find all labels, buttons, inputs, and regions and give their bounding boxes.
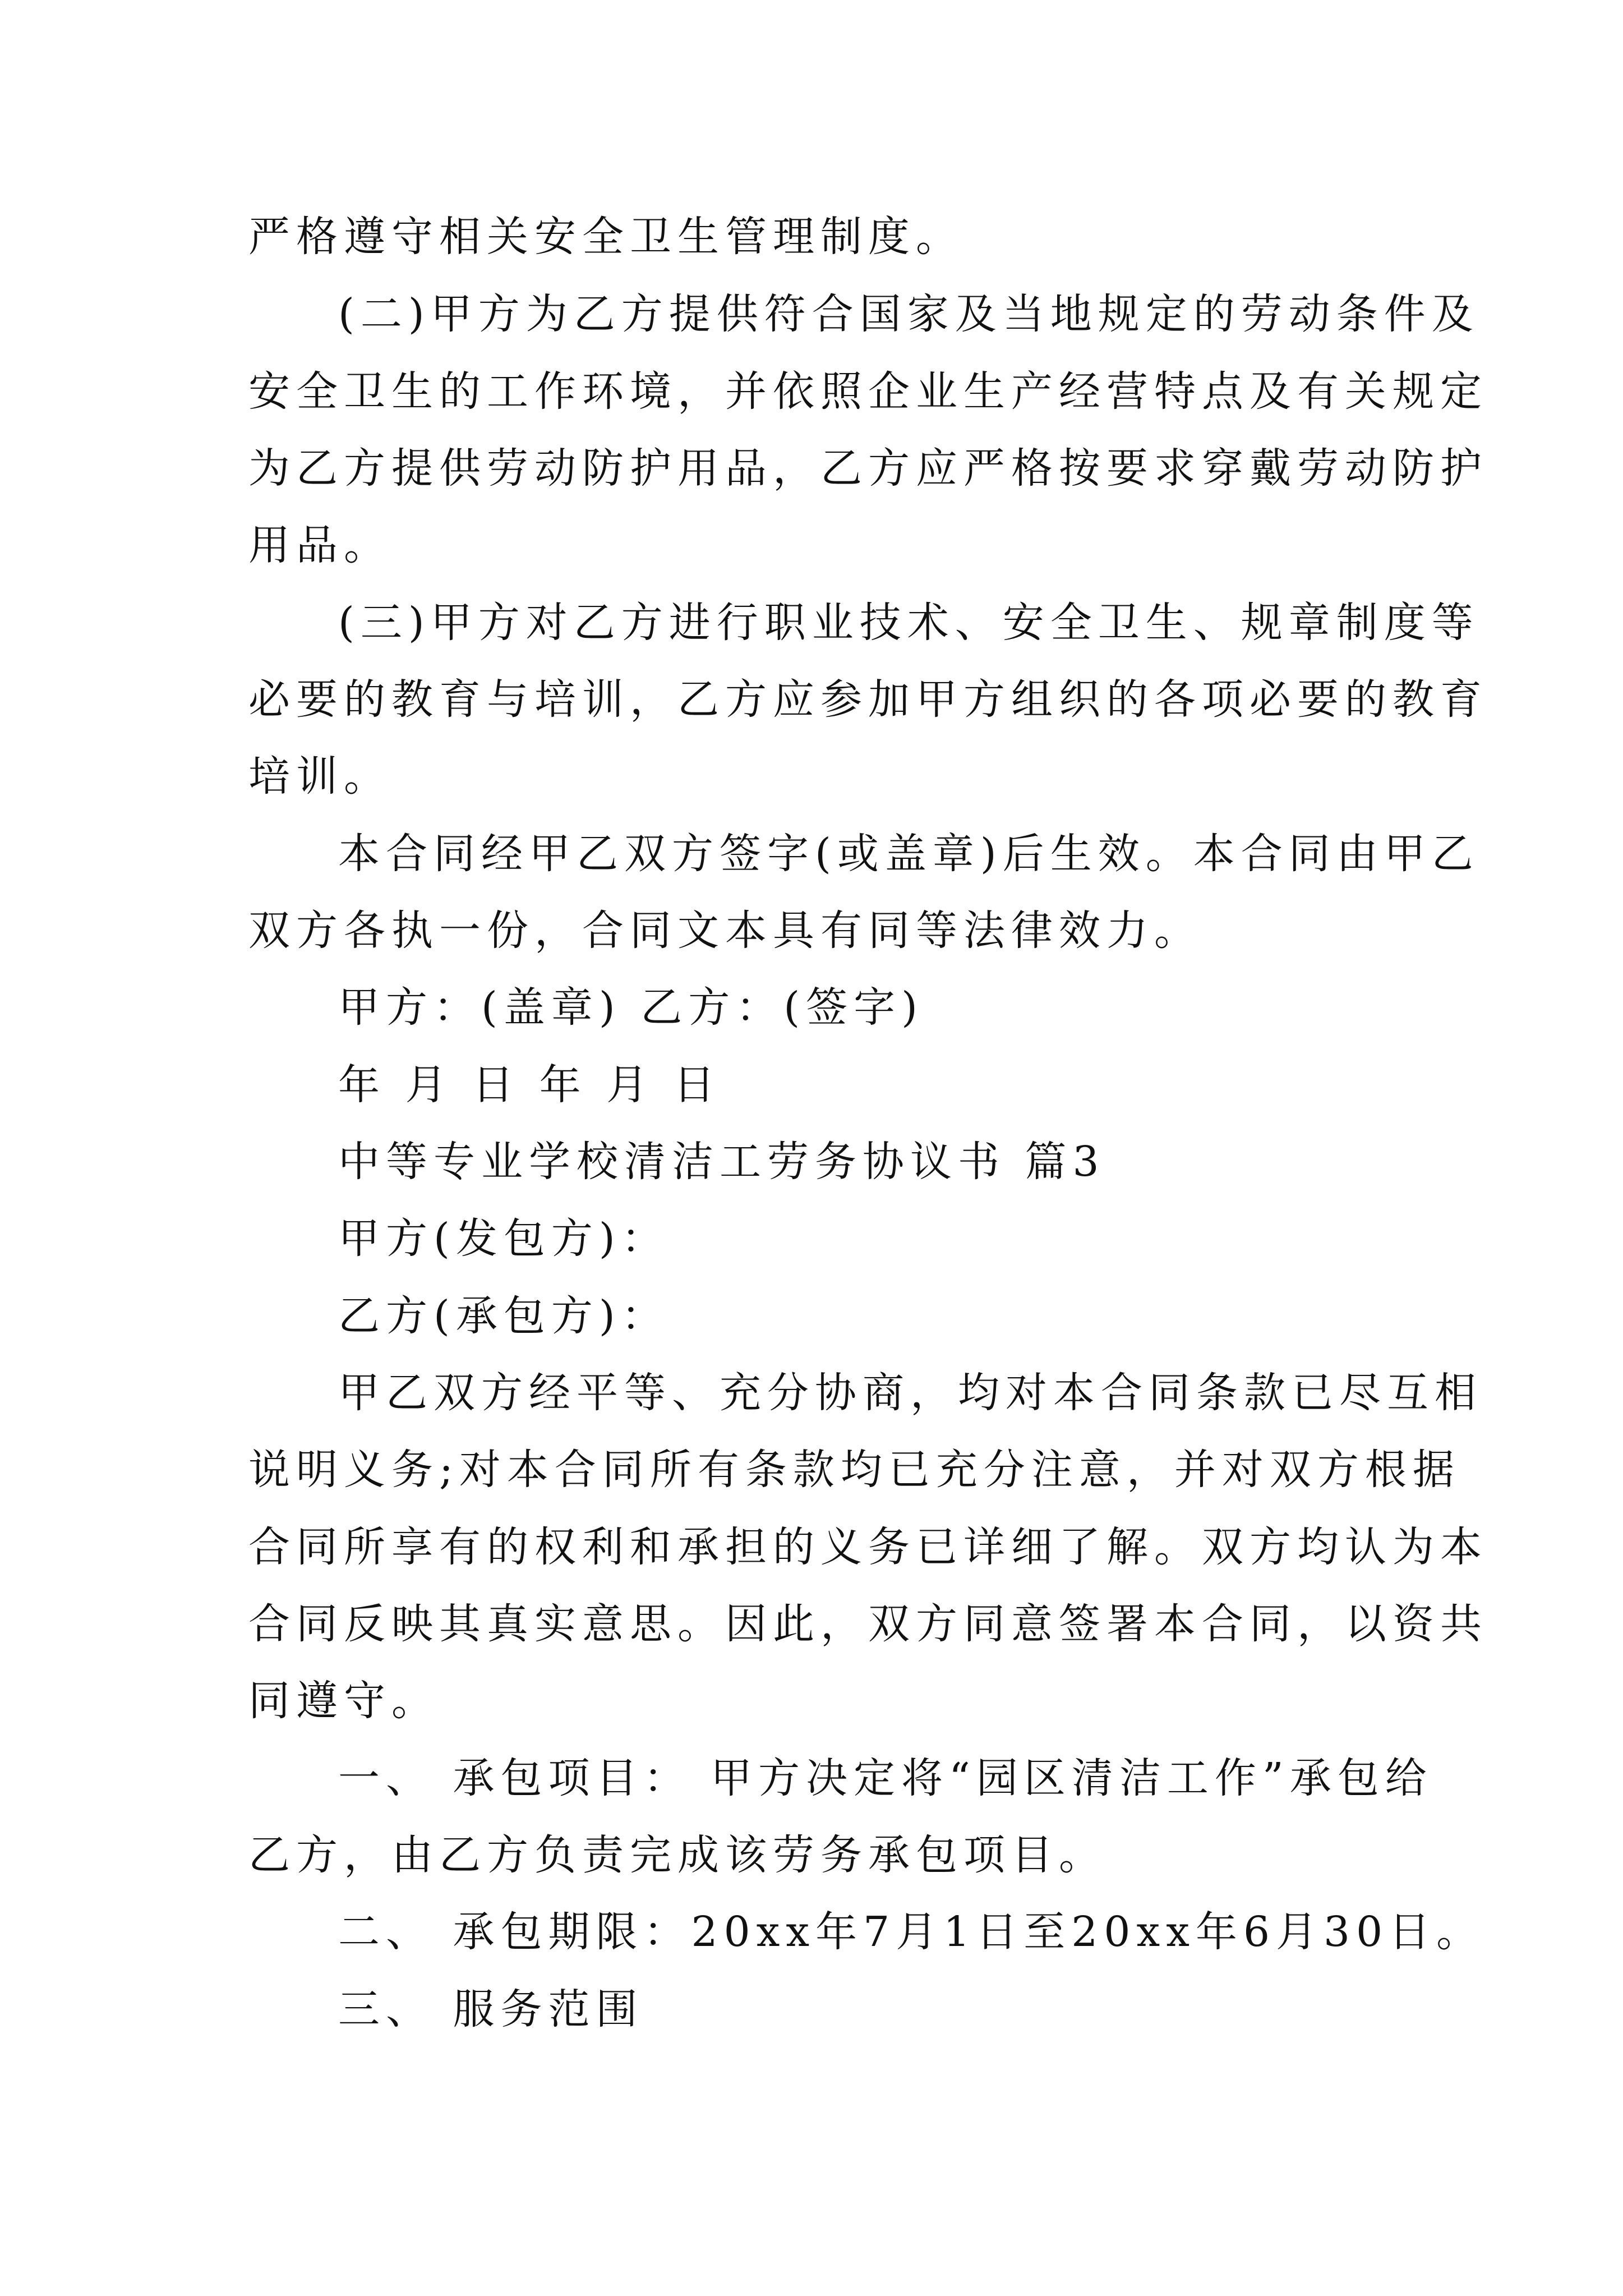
date-line: 年 月 日 年 月 日 (338, 1061, 721, 1109)
text-line: 严格遵守相关安全卫生管理制度。 (248, 213, 963, 261)
text-line: 培训。 (248, 752, 391, 800)
text-line: 说明义务;对本合同所有条款均已充分注意，并对双方根据 (248, 1446, 1460, 1494)
clause-line: 一、 承包项目： 甲方决定将“园区清洁工作”承包给 (338, 1754, 1433, 1802)
text-line: 合同所享有的权利和承担的义务已详细了解。双方均认为本 (248, 1523, 1488, 1571)
clause-line: 三、 服务范围 (338, 1985, 644, 2033)
text-line: 双方各执一份，合同文本具有同等法律效力。 (248, 907, 1202, 955)
text-line: (三)甲方对乙方进行职业技术、安全卫生、规章制度等 (338, 599, 1479, 647)
text-line: 为乙方提供劳动防护用品，乙方应严格按要求穿戴劳动防护 (248, 444, 1488, 493)
text-line: 同遵守。 (248, 1677, 439, 1725)
clause-line: 二、 承包期限：20xx年7月1日至20xx年6月30日。 (338, 1908, 1484, 1956)
section-heading: 中等专业学校清洁工劳务协议书 篇3 (338, 1138, 1105, 1186)
text-line: (二)甲方为乙方提供符合国家及当地规定的劳动条件及 (338, 290, 1479, 338)
signature-line: 甲方：(盖章) 乙方：(签字) (338, 983, 924, 1032)
text-line: 用品。 (248, 521, 391, 569)
text-line: 安全卫生的工作环境，并依照企业生产经营特点及有关规定 (248, 367, 1488, 416)
text-line: 本合同经甲乙双方签字(或盖章)后生效。本合同由甲乙 (338, 830, 1479, 878)
text-line: 必要的教育与培训，乙方应参加甲方组织的各项必要的教育 (248, 675, 1488, 724)
text-line: 甲乙双方经平等、充分协商，均对本合同条款已尽互相 (338, 1369, 1482, 1417)
party-b-line: 乙方(承包方)： (338, 1292, 669, 1340)
text-line: 合同反映其真实意思。因此，双方同意签署本合同，以资共 (248, 1600, 1488, 1648)
party-a-line: 甲方(发包方)： (338, 1214, 669, 1263)
text-line: 乙方，由乙方负责完成该劳务承包项目。 (248, 1831, 1106, 1879)
